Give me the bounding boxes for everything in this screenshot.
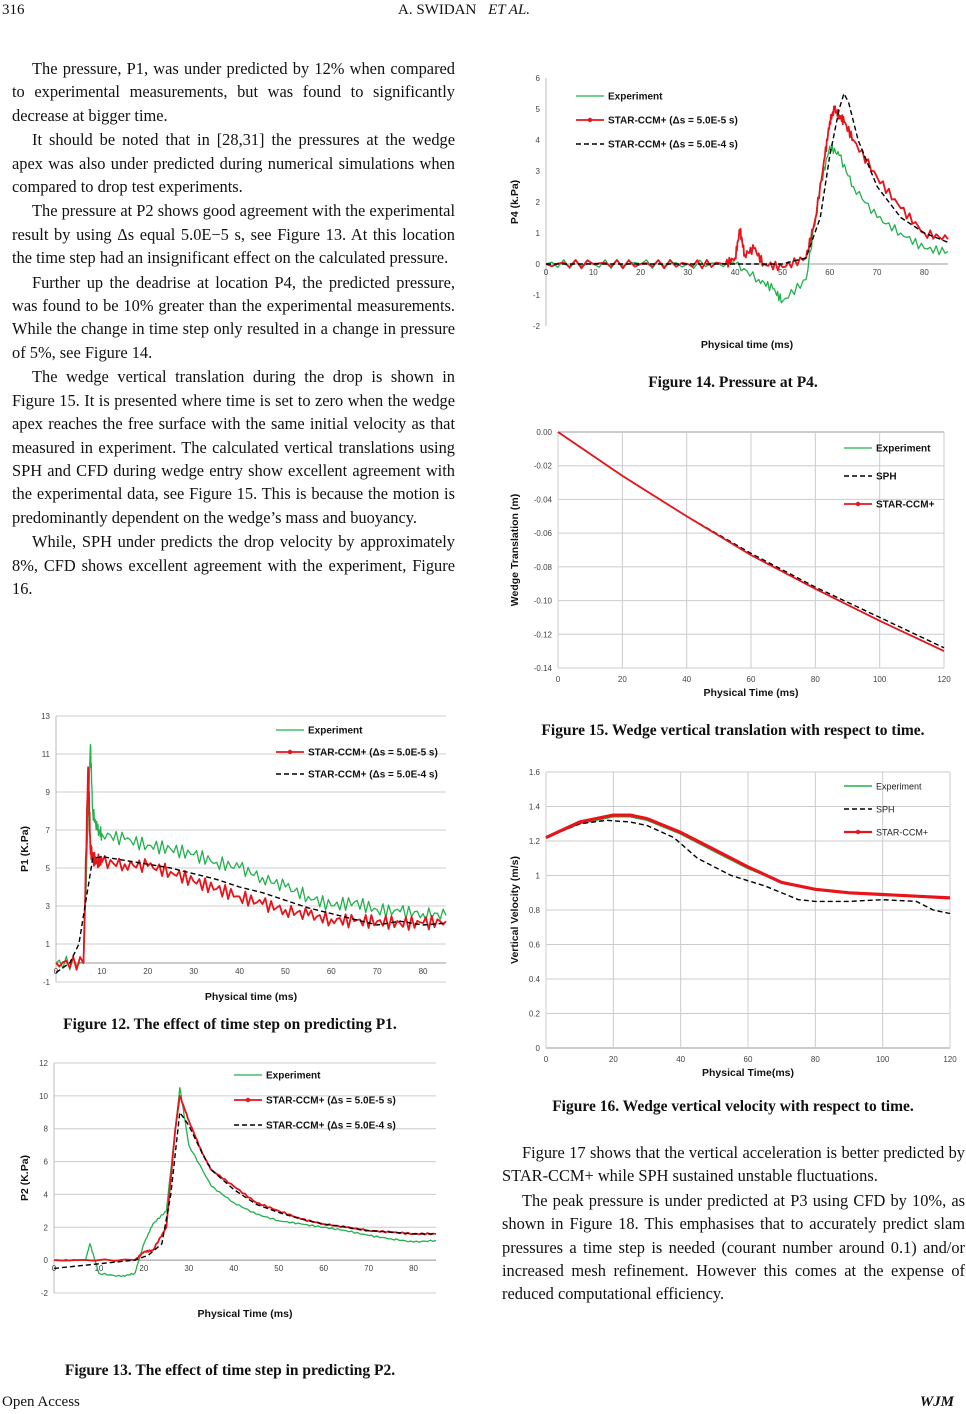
y-tick-label: 0.4 <box>528 975 540 984</box>
legend-marker <box>856 830 860 834</box>
series-line <box>546 91 948 265</box>
x-tick-label: 80 <box>810 675 820 684</box>
x-tick-label: 40 <box>676 1055 686 1064</box>
x-tick-label: 40 <box>229 1264 239 1274</box>
y-tick-label: 4 <box>535 136 540 145</box>
paragraph: Figure 17 shows that the vertical acceleration is better predicted by STAR-CCM+ while SPH sustained unstable fluctuations. <box>502 1143 965 1186</box>
y-tick-label: 12 <box>39 1059 48 1068</box>
x-axis-label: Physical time (ms) <box>204 991 298 1003</box>
y-tick-label: -1 <box>532 291 540 300</box>
running-header <box>398 2 530 19</box>
x-tick-label: 80 <box>919 268 929 277</box>
y-tick-label: 3 <box>45 902 50 911</box>
paragraph: The peak pressure is under predicted at P3 using CFD by 10%, as shown in Figure 18. This emphasises that to accurately predict slam pressures a time step is needed (courant number around 0.1) and/or increased mesh refinement. However this comes at the expense of reduced computational efficiency. <box>502 1190 965 1304</box>
y-tick-label: 2 <box>535 198 540 207</box>
y-tick-label: -0.04 <box>533 495 552 505</box>
paragraph: The wedge vertical translation during the drop is shown in Figure 15. It is presented where time is set to zero when the wedge apex reaches the free surface with the same initial velocity as that measured in experiment. The calculated vertical translations using SPH and CFD during wedge entry show excellent agreement with the experimental data, see Figure 15. This is because the motion is predominantly dependent on the wedge’s mass and buoyancy. <box>12 367 455 527</box>
footer-open-access: Open Access <box>2 1394 80 1410</box>
figure-15-caption: Figure 15. Wedge vertical translation with respect to time. <box>541 722 925 739</box>
y-tick-label: 1.4 <box>528 802 540 812</box>
y-tick-label: 2 <box>43 1223 48 1233</box>
y-tick-label: 0.00 <box>536 428 552 437</box>
legend-label: Experiment <box>876 781 922 792</box>
x-tick-label: 50 <box>274 1264 284 1274</box>
y-axis-label: P4 (k.Pa) <box>509 179 521 225</box>
x-tick-label: 120 <box>943 1055 957 1064</box>
y-tick-label: 5 <box>535 105 540 114</box>
y-tick-label: 8 <box>43 1124 48 1134</box>
x-tick-label: 20 <box>617 675 627 684</box>
series-line <box>51 1088 436 1277</box>
y-tick-label: -2 <box>40 1289 48 1298</box>
y-tick-label: 6 <box>43 1157 48 1167</box>
right-column-text <box>502 1141 965 1307</box>
y-tick-label: -0.10 <box>533 596 552 606</box>
legend-marker <box>246 1098 250 1102</box>
x-tick-label: 10 <box>588 268 598 277</box>
y-tick-label: 3 <box>535 167 540 176</box>
x-tick-label: 30 <box>189 967 199 976</box>
x-axis-label: Physical Time (ms) <box>703 687 799 699</box>
x-axis-label: Physical Time (ms) <box>197 1308 293 1320</box>
x-tick-label: 0 <box>53 967 59 976</box>
paragraph: Further up the deadrise at location P4, the predicted pressure, was found to be 10% greater than the experimental measurements. While the change in time step only resulted in a change in pressure of 5%, see Figure 14. <box>12 272 455 362</box>
y-tick-label: -0.06 <box>533 529 552 539</box>
x-tick-label: 60 <box>319 1264 329 1274</box>
paragraph: It should be noted that in [28,31] the pressures at the wedge apex was also under predicted during numerical simulations when compared to drop test experiments. <box>12 130 455 197</box>
y-axis-label: P2 (K.Pa) <box>19 1154 31 1202</box>
x-tick-label: 0 <box>543 1055 549 1064</box>
x-tick-label: 20 <box>143 967 153 976</box>
figure-15-chart <box>508 422 954 704</box>
y-tick-label: 10 <box>39 1091 48 1101</box>
figure-13-chart <box>18 1055 442 1327</box>
x-tick-label: 80 <box>418 967 428 976</box>
series-line <box>54 1112 436 1268</box>
legend-label: STAR-CCM+ (Δs = 5.0E-4 s) <box>308 769 438 781</box>
legend-label: STAR-CCM+ (Δs = 5.0E-5 s) <box>608 115 738 127</box>
y-tick-label: -0.02 <box>533 461 552 471</box>
y-tick-label: -1 <box>42 978 50 987</box>
y-tick-label: 11 <box>41 750 50 759</box>
x-tick-label: 20 <box>139 1264 149 1274</box>
legend-label: STAR-CCM+ <box>876 827 929 838</box>
y-tick-label: 1 <box>535 871 540 881</box>
y-tick-label: 0 <box>535 1044 540 1053</box>
legend-label: Experiment <box>608 91 663 103</box>
y-tick-label: 0 <box>535 260 540 269</box>
y-tick-label: 0.8 <box>528 906 540 915</box>
y-tick-label: 1.6 <box>528 768 540 777</box>
y-axis-label: Wedge Translation (m) <box>509 493 521 607</box>
y-tick-label: -2 <box>532 322 540 331</box>
legend-label: STAR-CCM+ (Δs = 5.0E-4 s) <box>266 1120 396 1132</box>
y-tick-label: 7 <box>45 826 50 835</box>
x-tick-label: 80 <box>409 1264 418 1274</box>
legend-label: STAR-CCM+ (Δs = 5.0E-4 s) <box>608 139 738 151</box>
x-tick-label: 80 <box>810 1055 820 1064</box>
x-tick-label: 70 <box>364 1264 374 1274</box>
x-tick-label: 100 <box>872 675 887 684</box>
y-tick-label: 1.2 <box>528 837 540 846</box>
legend-marker <box>588 118 592 122</box>
footer-journal: WJM <box>919 1394 954 1410</box>
figure-16-chart <box>508 762 957 1084</box>
y-tick-label: 0.6 <box>528 940 540 950</box>
y-tick-label: -0.14 <box>533 664 552 673</box>
x-tick-label: 40 <box>730 268 740 277</box>
y-tick-label: 0 <box>43 1256 48 1266</box>
legend-marker <box>288 750 292 754</box>
y-tick-label: 4 <box>43 1190 48 1200</box>
y-tick-label: 13 <box>41 712 50 721</box>
x-tick-label: 10 <box>94 1264 104 1274</box>
legend-label: STAR-CCM+ (Δs = 5.0E-5 s) <box>266 1095 396 1107</box>
x-axis-label: Physical time (ms) <box>700 339 794 351</box>
x-tick-label: 0 <box>51 1264 57 1274</box>
left-column-text <box>12 57 455 601</box>
legend-marker <box>856 502 860 506</box>
figure-12-chart <box>18 708 456 1008</box>
running-header-authors: A. SWIDAN <box>398 2 477 18</box>
x-tick-label: 60 <box>746 675 756 684</box>
legend-label: Experiment <box>308 725 363 737</box>
x-tick-label: 0 <box>555 675 561 684</box>
legend-label: STAR-CCM+ <box>876 499 935 511</box>
y-tick-label: 9 <box>45 788 50 797</box>
figure-14-chart <box>508 66 954 356</box>
figure-13-caption: Figure 13. The effect of time step in predicting P2. <box>64 1362 396 1379</box>
legend-label: Experiment <box>876 443 931 455</box>
x-tick-label: 70 <box>872 268 882 277</box>
x-tick-label: 30 <box>683 268 693 277</box>
x-tick-label: 40 <box>682 675 692 684</box>
y-axis-label: Vertical Velocity (m/s) <box>509 856 521 964</box>
y-tick-label: 6 <box>535 74 540 83</box>
x-tick-label: 20 <box>636 268 646 277</box>
series-line <box>543 144 948 303</box>
figure-14-caption: Figure 14. Pressure at P4. <box>648 374 818 391</box>
series-line <box>56 767 446 970</box>
series-line <box>546 106 948 270</box>
x-tick-label: 50 <box>280 967 290 976</box>
y-tick-label: 0.2 <box>528 1009 540 1019</box>
x-tick-label: 0 <box>543 268 549 277</box>
x-tick-label: 60 <box>825 268 835 277</box>
paragraph: The pressure, P1, was under predicted by 12% when compared to experimental measurements, but was found to significantly decrease at bigger time. <box>12 59 455 125</box>
legend-label: SPH <box>876 471 897 483</box>
y-tick-label: 1 <box>45 940 50 949</box>
x-tick-label: 100 <box>875 1055 890 1064</box>
x-tick-label: 10 <box>97 967 107 976</box>
y-tick-label: -0.08 <box>533 562 552 572</box>
y-tick-label: -0.12 <box>533 630 552 640</box>
running-header-etal: ET AL. <box>488 2 531 18</box>
y-axis-label: P1 (K.Pa) <box>19 825 31 873</box>
paragraph: The pressure at P2 shows good agreement with the experimental result by using Δs equal 5.0E−5 s, see Figure 13. At this location the time step had an insignificant effect on the calculated pressure. <box>12 201 455 268</box>
x-tick-label: 50 <box>778 268 787 277</box>
y-tick-label: 1 <box>535 229 540 238</box>
paragraph: While, SPH under predicts the drop velocity by approximately 8%, CFD shows excellent agreement with the experiment, Figure 16. <box>12 532 455 598</box>
y-tick-label: 5 <box>45 864 50 873</box>
x-tick-label: 120 <box>937 675 951 684</box>
x-tick-label: 70 <box>372 967 382 976</box>
figure-12-caption: Figure 12. The effect of time step on predicting P1. <box>63 1016 397 1033</box>
legend-label: STAR-CCM+ (Δs = 5.0E-5 s) <box>308 747 438 759</box>
x-tick-label: 40 <box>235 967 244 976</box>
legend-label: Experiment <box>266 1070 321 1082</box>
x-tick-label: 20 <box>608 1055 618 1064</box>
figure-16-caption: Figure 16. Wedge vertical velocity with respect to time. <box>552 1098 914 1115</box>
page-number: 316 <box>2 2 25 18</box>
x-tick-label: 60 <box>326 967 336 976</box>
x-tick-label: 30 <box>184 1264 194 1274</box>
legend-label: SPH <box>876 804 895 815</box>
x-axis-label: Physical Time(ms) <box>701 1067 795 1079</box>
x-tick-label: 60 <box>743 1055 753 1064</box>
